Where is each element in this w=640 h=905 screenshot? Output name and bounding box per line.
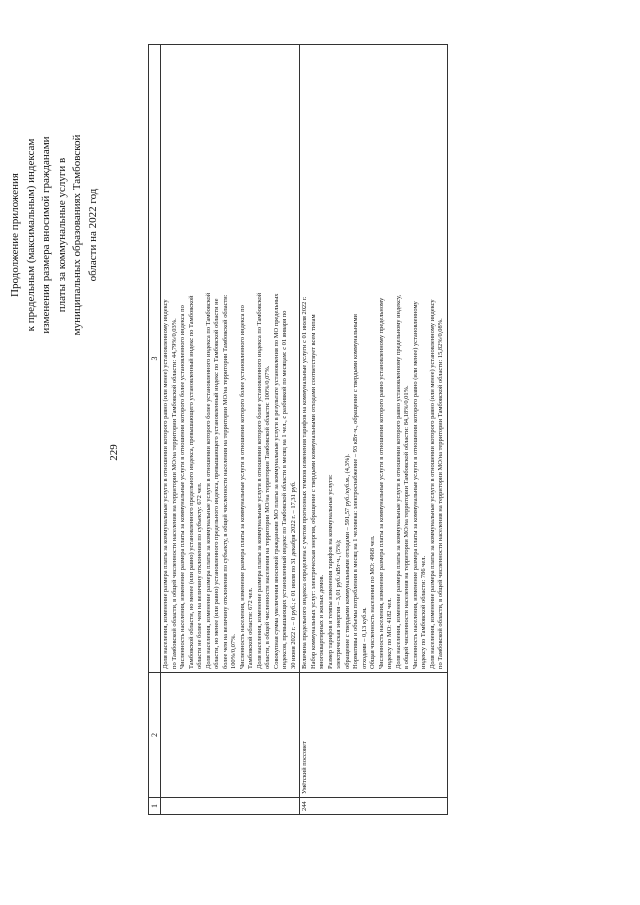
text-line: Доля населения, изменение размера платы за коммунальные услуги в отношении которого более установленного индекса по Тамбовской bbox=[204, 292, 212, 669]
municipality-name: Умётский поссовет bbox=[300, 673, 448, 798]
page-number: 229 bbox=[108, 444, 120, 461]
text-line: по Тамбовской области, в общей численности населения на территории МО/на территории Тамбовской области: 15,82%/0,08%. bbox=[437, 318, 444, 669]
indicator-text bbox=[161, 45, 300, 673]
text-line: более чем на величину отклонения по субъекту, в общей численности населения на территории МО/на территории Тамбовской области: bbox=[221, 294, 229, 669]
text-line: электрическая энергия – 3,01 руб./кВт·ч., (5%); bbox=[335, 539, 342, 669]
text-line: Численность населения, изменение размера платы за коммунальные услуги в отношении которого равно (или менее) установленному bbox=[411, 301, 419, 669]
text-line: индексу по МО: 4182 чел. bbox=[386, 597, 393, 669]
text-line: индексу по Тамбовской области: 786 чел. bbox=[420, 555, 427, 669]
text-line: многоквартирных и жилых домов. bbox=[318, 574, 325, 669]
text-line: Доля населения, изменение размера платы за коммунальные услуги в отношении которого более установленного индекса по Тамбовской bbox=[255, 292, 263, 669]
text-line: Численность населения, изменение размера платы за коммунальные услуги в отношении которого равно установленному предельному bbox=[377, 297, 385, 669]
row-number: 244 bbox=[300, 798, 448, 815]
text-line: Численность населения, изменение размера платы за коммунальные услуги в отношении которого более установленного индекса по bbox=[179, 305, 186, 669]
text-line: области, но менее (или равно) установленного предельного индекса, превышающего установленный индекс по Тамбовской области не bbox=[213, 298, 220, 669]
text-line: Тамбовской области: 672 чел. bbox=[247, 587, 254, 669]
header-line: муниципальных образованиях Тамбовской bbox=[71, 134, 83, 336]
text-line: Доля населения, изменение размера платы за коммунальные услуги в отношении которого равно (или менее) установленному индексу bbox=[162, 299, 169, 669]
table-row bbox=[161, 45, 300, 815]
text-line: Размер тарифов и темпы изменения тарифов на коммунальные услуги: bbox=[326, 474, 334, 669]
text-line: отходами – 0,13 куб.м. bbox=[360, 607, 368, 669]
text-line: Тамбовской области, но менее (или равно) установленного предельного индекса, превышающего установленный индекс по Тамбовской bbox=[187, 295, 195, 669]
header-line: изменения размера вносимой гражданами bbox=[40, 136, 52, 334]
text-line: Совокупная сумма увеличения вносимой гражданами МО платы за коммунальные услуги в результате установления по МО предельных bbox=[272, 293, 280, 669]
column-header: 3 bbox=[149, 45, 161, 673]
text-line: индексов, превышающих установленный индекс по Тамбовской области в месяц на 1 чел., с разбивкой по месяцам: с 01 января по bbox=[281, 310, 288, 669]
text-line: по Тамбовской области, в общей численности населения на территории МО/на территории Тамбовской области: 44,79%/0,03%. bbox=[170, 318, 178, 669]
text-line: Общая численность населения по МО: 4968 чел. bbox=[369, 535, 376, 669]
text-line: Нормативы и объемы потребления в месяц на 1 человека: электроснабжение – 93 кВт·ч., обращение с твердыми коммунальными bbox=[352, 314, 359, 669]
text-line: обращение с твердыми коммунальными отходами – 591,57 руб./куб.м., (4,3%). bbox=[343, 454, 351, 669]
municipality-name bbox=[161, 673, 300, 798]
column-header: 1 bbox=[149, 798, 161, 815]
text-line: 100%/0,07%. bbox=[230, 633, 237, 669]
text-line: Величина предельного индекса определена с учетом прогнозных темпов изменения тарифов на коммунальные услуги с 01 июля 2022 г. bbox=[301, 296, 308, 669]
text-line: области не более чем на величину отклонения по субъекту: 672 чел. bbox=[196, 482, 203, 669]
row-number bbox=[161, 798, 300, 815]
header-line: области на 2022 год bbox=[86, 188, 99, 282]
text-line: 30 июня 2022 г. – 0 руб.; с 01 июля по 31 декабря 2022 г. – 17,31 руб. bbox=[289, 481, 297, 669]
text-line: Набор коммунальных услуг: электрическая энергия, обращение с твердыми коммунальными отходами соответствует всем типам bbox=[309, 314, 317, 669]
text-line: в общей численности населения на территории МО/на территории Тамбовской области: 84,18%/0,01%. bbox=[403, 385, 410, 669]
text-line: Доля населения, изменение размера платы за коммунальные услуги в отношении которого равно (или менее) установленному индексу bbox=[428, 299, 436, 669]
annex-header bbox=[8, 70, 101, 400]
header-line: платы за коммунальные услуги в bbox=[55, 157, 68, 313]
text-line: области, в общей численности населения на территории МО/на территории Тамбовской области: 100%/0,07%. bbox=[264, 365, 271, 669]
table-row bbox=[300, 45, 448, 815]
indices-table bbox=[148, 44, 448, 815]
text-line: Численность населения, изменение размера платы за коммунальные услуги в отношении которого более установленного индекса по bbox=[238, 305, 246, 669]
table-header-row bbox=[149, 45, 161, 815]
header-line: к предельным (максимальным) индексам bbox=[24, 138, 37, 332]
column-header: 2 bbox=[149, 673, 161, 798]
header-line: Продолжение приложения bbox=[9, 173, 21, 297]
text-line: Доля населения, изменение размера платы за коммунальные услуги в отношении которого равно установленному предельному индексу, bbox=[394, 294, 402, 669]
indicator-text bbox=[300, 45, 448, 673]
